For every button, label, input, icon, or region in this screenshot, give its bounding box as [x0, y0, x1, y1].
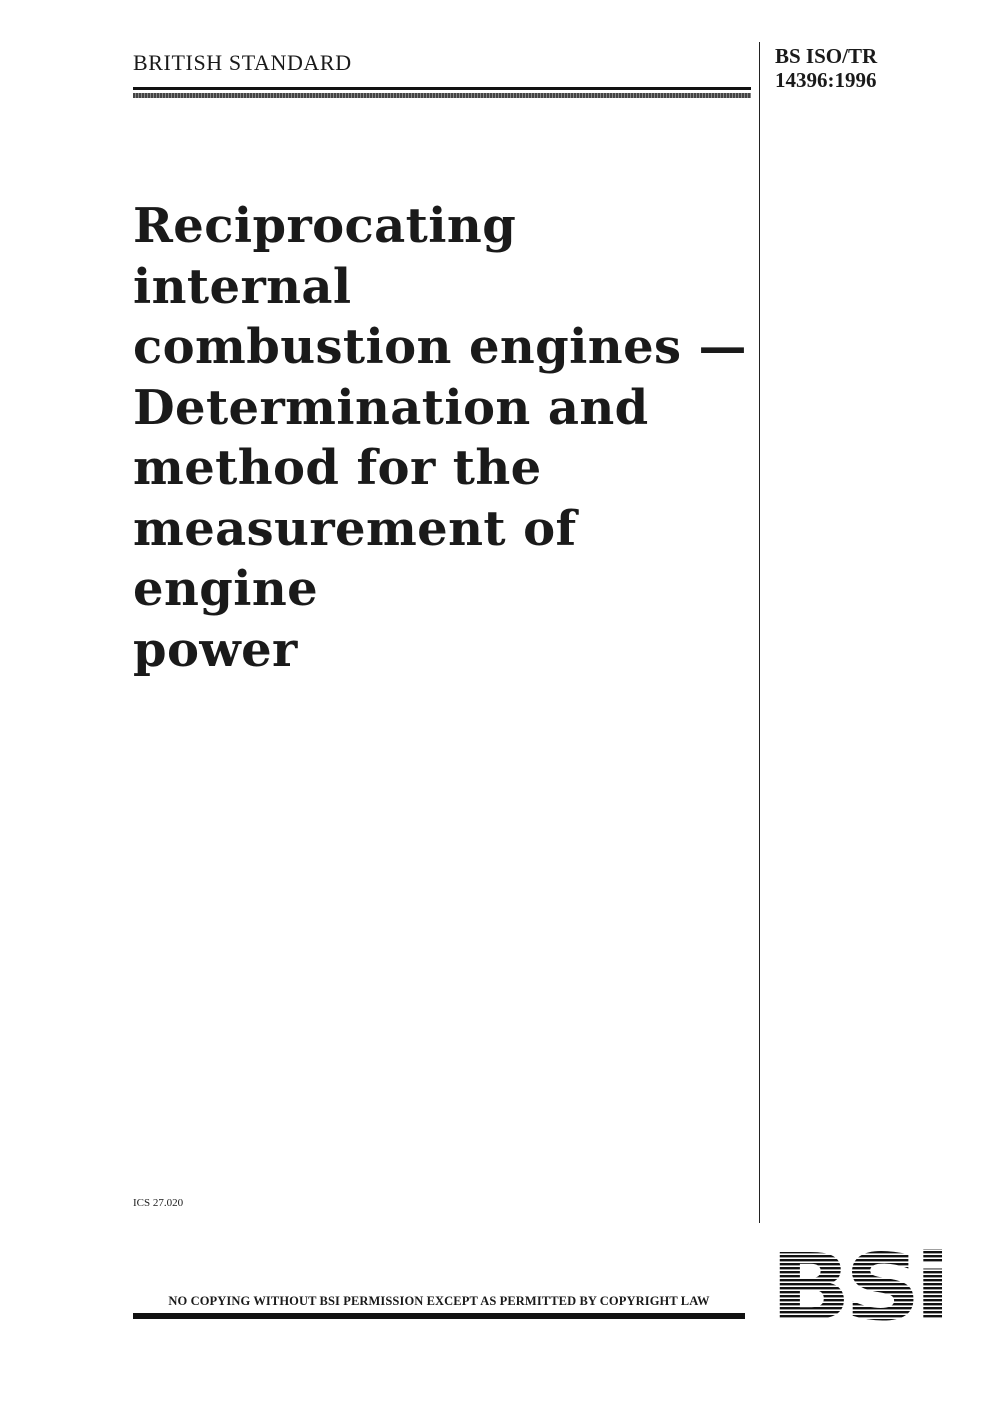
title-line: power [133, 621, 298, 678]
footer-rule [133, 1313, 745, 1319]
ics-code: ICS 27.020 [133, 1197, 184, 1209]
standard-number-line2: 14396:1996 [775, 68, 877, 92]
document-title [133, 196, 748, 680]
title-line: combustion engines — [133, 319, 747, 375]
title-line: method for the [133, 440, 542, 496]
header-rule-thin [133, 87, 751, 90]
title-line: measurement of engine [133, 500, 577, 617]
standard-type-label: BRITISH STANDARD [133, 50, 352, 75]
vertical-divider [759, 42, 760, 1223]
header-rule-thick [133, 93, 751, 98]
title-line: Determination and [133, 379, 649, 436]
title-line: Reciprocating internal [133, 198, 517, 315]
standard-number-line1: BS ISO/TR [775, 44, 878, 68]
bsi-logo-icon [768, 1243, 946, 1323]
standard-number [775, 44, 877, 92]
copyright-notice: NO COPYING WITHOUT BSI PERMISSION EXCEPT AS PERMITTED BY COPYRIGHT LAW [168, 1294, 710, 1308]
